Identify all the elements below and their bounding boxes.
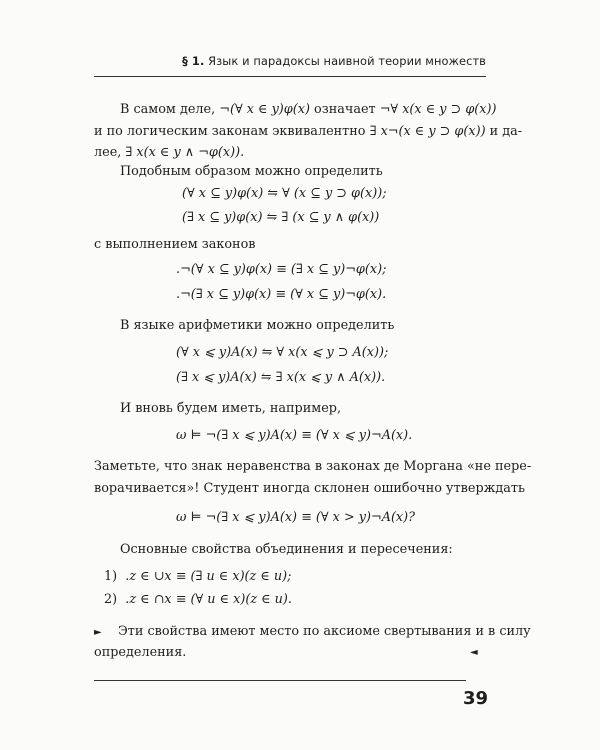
paragraph-5: И вновь будем иметь, например, (120, 401, 342, 416)
formula-6: (∃ x ⩽ y)A(x) ⇋ ∃ x(x ⩽ y ∧ A(x)). (176, 370, 386, 385)
formula-3: .¬(∀ x ⊆ y)φ(x) ≡ (∃ x ⊆ y)¬φ(x); (176, 262, 387, 277)
proof-line-1 (94, 624, 531, 641)
text-run: Эти свойства имеют место по аксиоме свертывания и в силу (117, 624, 531, 639)
text-run: В самом деле, (120, 102, 220, 117)
paragraph-4: В языке арифметики можно определить (120, 318, 395, 333)
paragraph-1-line-1 (120, 102, 497, 118)
page-number: 39 (462, 688, 488, 709)
list-item-formula: .z ∈ ∩x ≡ (∀ u ∈ x)(z ∈ u). (125, 592, 292, 607)
formula-inline: ∃ x(x ∈ y ∧ ¬φ(x)). (125, 145, 245, 160)
list-item-formula: .z ∈ ∪x ≡ (∃ u ∈ x)(z ∈ u); (125, 569, 292, 584)
proof-end-icon: ◄ (470, 647, 478, 658)
list-item-number: 1) (104, 569, 118, 584)
formula-7: ω ⊨ ¬(∃ x ⩽ y)A(x) ≡ (∀ x ⩽ y)¬A(x). (176, 428, 413, 443)
paragraph-7: Основные свойства объединения и пересечения: (120, 542, 453, 557)
list-item-number: 2) (104, 592, 118, 607)
text-run: и да- (485, 124, 523, 139)
paragraph-6-line-1: Заметьте, что знак неравенства в законах де Моргана «не пере- (94, 459, 532, 474)
proof-line-2: определения. (94, 645, 187, 660)
section-number: § 1. (182, 54, 205, 68)
formula-inline: ¬(∀ x ∈ y)φ(x) (219, 102, 310, 117)
formula-inline: ∃ x¬(x ∈ y ⊃ φ(x)) (369, 124, 486, 139)
paragraph-6-line-2: ворачивается»! Студент иногда склонен ошибочно утверждать (94, 481, 525, 496)
formula-5: (∀ x ⩽ y)A(x) ⇋ ∀ x(x ⩽ y ⊃ A(x)); (176, 345, 389, 360)
section-title: Язык и парадоксы наивной теории множеств (208, 54, 486, 68)
formula-8: ω ⊨ ¬(∃ x ⩽ y)A(x) ≡ (∀ x > y)¬A(x)? (176, 510, 416, 525)
text-run: и по логическим законам эквивалентно (94, 124, 370, 139)
paragraph-1-line-2 (94, 124, 522, 140)
formula-4: .¬(∃ x ⊆ y)φ(x) ≡ (∀ x ⊆ y)¬φ(x). (176, 287, 387, 302)
proof-start-icon: ► (94, 627, 102, 638)
formula-1: (∀ x ⊆ y)φ(x) ⇋ ∀ (x ⊆ y ⊃ φ(x)); (182, 186, 387, 201)
list-item-1 (104, 569, 291, 585)
page-header (94, 54, 486, 68)
header-rule (94, 76, 486, 77)
formula-2: (∃ x ⊆ y)φ(x) ⇋ ∃ (x ⊆ y ∧ φ(x)) (182, 210, 380, 225)
text-run: лее, (94, 145, 126, 160)
formula-inline: ¬∀ x(x ∈ y ⊃ φ(x)) (379, 102, 497, 117)
list-item-2 (104, 592, 292, 608)
paragraph-1-line-3 (94, 145, 244, 161)
paragraph-2: Подобным образом можно определить (120, 164, 383, 179)
footer-rule (94, 680, 466, 681)
text-run: означает (309, 102, 380, 117)
paragraph-3: с выполнением законов (94, 237, 256, 252)
